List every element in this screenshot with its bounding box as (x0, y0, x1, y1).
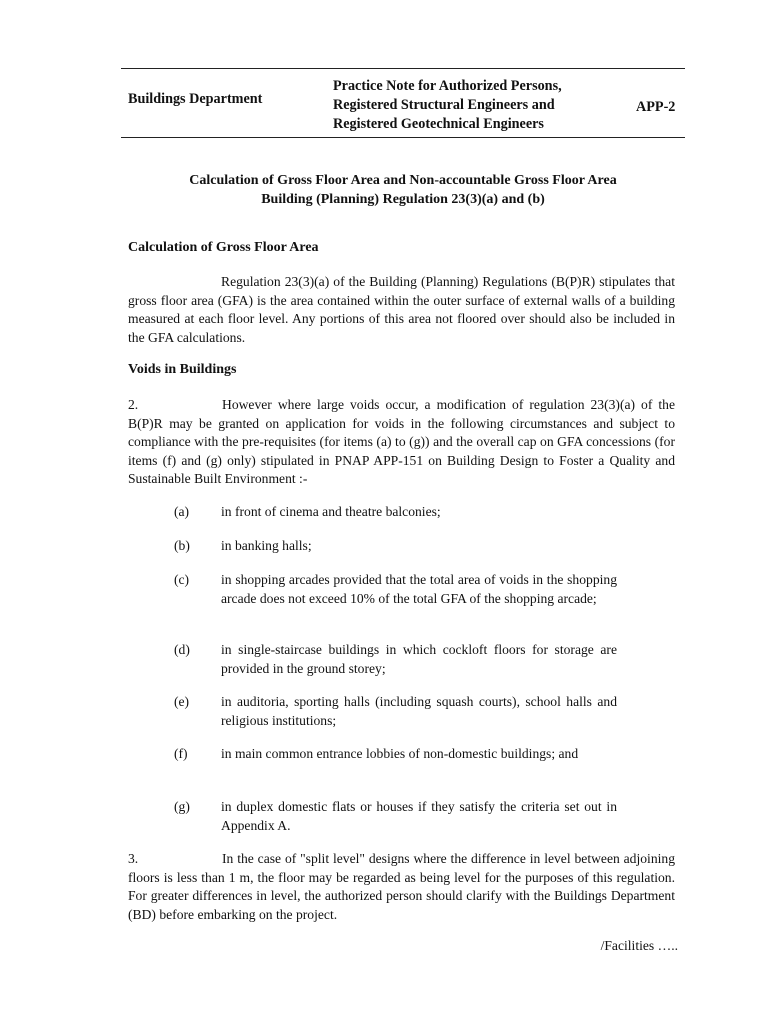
list-item (128, 693, 675, 730)
list-item-label: (a) (174, 504, 190, 519)
list-item (128, 798, 675, 835)
paragraph-2 (128, 396, 675, 489)
list-item (128, 571, 675, 608)
section-heading-voids: Voids in Buildings (128, 362, 237, 377)
list-item (128, 503, 675, 522)
list-item-text: in main common entrance lobbies of non-domestic buildings; and (221, 746, 579, 761)
list-item-label: (e) (174, 694, 190, 709)
practice-note-title-line: Registered Geotechnical Engineers (333, 116, 544, 132)
list-item-label: (b) (174, 538, 190, 553)
list-item-text: in banking halls; (221, 538, 312, 553)
list-item-label: (c) (174, 572, 190, 587)
practice-note-title (333, 77, 562, 134)
list-item-text: in front of cinema and theatre balconies; (221, 504, 441, 519)
paragraph-3-text: In the case of "split level" designs where the difference in level between adjoining floors is less than 1 m, the floor may be regarded as being level for the purposes of this regulation. For greater differences in level, the authorized person should clarify with the Buildings Department (BD) before embarking on the project. (128, 851, 675, 922)
list-item (128, 745, 675, 764)
practice-note-title-line: Registered Structural Engineers and (333, 97, 555, 113)
document-subtitle-line: Building (Planning) Regulation 23(3)(a) and (b) (261, 192, 545, 207)
list-item-label: (g) (174, 799, 190, 814)
section-heading-gfa: Calculation of Gross Floor Area (128, 240, 319, 255)
paragraph-number: 3. (128, 851, 139, 866)
list-item (128, 537, 675, 556)
list-item-label: (d) (174, 642, 190, 657)
list-item-text: in single-staircase buildings in which cockloft floors for storage are provided in the ground storey; (221, 642, 617, 676)
continuation-note: /Facilities ….. (600, 938, 678, 953)
list-item-label: (f) (174, 746, 188, 761)
practice-note-code: APP-2 (636, 99, 676, 115)
document-title-line: Calculation of Gross Floor Area and Non-accountable Gross Floor Area (189, 173, 617, 188)
paragraph-1-text: Regulation 23(3)(a) of the Building (Planning) Regulations (B(P)R) stipulates that gross floor area (GFA) is the area contained within the outer surface of external walls of a building measured at each floor level. Any portions of this area not floored over should also be included in the GFA calculations. (128, 274, 675, 345)
paragraph-1 (128, 273, 675, 347)
paragraph-2-text: However where large voids occur, a modification of regulation 23(3)(a) of the B(P)R may be granted on application for voids in the following circumstances and subject to compliance with the pre-requisites (for items (a) to (g)) and the overall cap on GFA concessions (for items (f) and (g) only) stipulated in PNAP APP-151 on Building Design to Foster a Quality and Sustainable Built Environment :- (128, 397, 675, 487)
header-bottom-rule (121, 137, 685, 138)
list-item (128, 641, 675, 678)
practice-note-title-line: Practice Note for Authorized Persons, (333, 78, 562, 94)
list-item-text: in shopping arcades provided that the total area of voids in the shopping arcade does not exceed 10% of the total GFA of the shopping arcade; (221, 572, 617, 606)
paragraph-number: 2. (128, 397, 139, 412)
document-title (121, 171, 685, 209)
header-top-rule (121, 68, 685, 69)
list-item-text: in auditoria, sporting halls (including squash courts), school halls and religious institutions; (221, 694, 617, 728)
paragraph-3 (128, 850, 675, 924)
list-item-text: in duplex domestic flats or houses if they satisfy the criteria set out in Appendix A. (221, 799, 617, 833)
department-name: Buildings Department (128, 91, 263, 107)
